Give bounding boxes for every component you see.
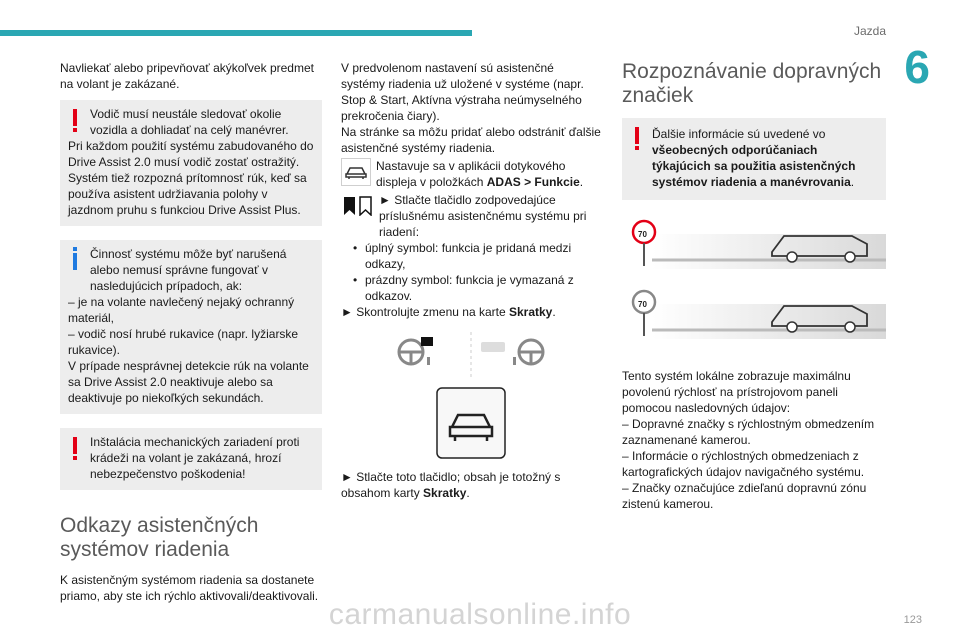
warning-text: Pri každom použití systému zabudovaného do Drive Assist 2.0 musí vodič zostať ostražitý. [68, 139, 314, 169]
warning-box-3 [622, 118, 886, 200]
watermark: carmanualsonline.info [328, 598, 632, 631]
info-icon [73, 253, 77, 270]
bullet-dot: • [353, 241, 358, 255]
punctuation: . [579, 175, 584, 189]
bookmark-row [341, 192, 601, 240]
list-item: – Dopravné značky s rýchlostným obmedzením zaznamenané kamerou. [622, 417, 875, 447]
list-item [341, 272, 601, 304]
punctuation: . [850, 175, 855, 189]
info-text: – je na volante navlečený nejaký ochranný materiál, [68, 295, 295, 325]
section-heading: Rozpoznávanie dopravných značiek [622, 60, 882, 107]
steering-wheel-icon-left [399, 337, 433, 365]
sign-illustration-1 [622, 214, 886, 274]
body-text: Na stránke sa môžu pridať alebo odstrániť ďalšie asistenčné systémy riadenia. [341, 125, 601, 155]
body-text: ► Stlačte toto tlačidlo; obsah je totožný s obsahom karty [341, 470, 561, 500]
list-item: – Značky označujúce zdieľanú dopravnú zónu zistenú kamerou. [622, 481, 867, 511]
warning-icon [635, 127, 639, 144]
column-3 [622, 60, 886, 512]
list-item: – Informácie o rýchlostných obmedzeniach z kartografických údajov navigačného systému. [622, 449, 865, 479]
chapter-number: 6 [904, 41, 930, 93]
column-1 [60, 60, 322, 604]
header-bar [0, 30, 472, 36]
body-text: Nastavuje sa v aplikácii dotykového displeja v položkách [376, 159, 566, 189]
tab-name: Skratky [508, 305, 553, 319]
column-2 [341, 60, 601, 501]
body-text: ► Skontrolujte zmenu na karte [341, 305, 509, 319]
punctuation: . [552, 305, 556, 319]
car-shortcut-button-icon [437, 388, 505, 458]
warning-text: Systém tiež rozpozná prítomnosť rúk, keď sa používa asistent udržiavania polohy v jazdnom pruhu s funkciou Drive Assist Plus. [68, 171, 307, 217]
body-text: Tento systém lokálne zobrazuje maximálnu povolenú rýchlosť na prístrojovom paneli pomocou nasledovných údajov: [622, 369, 851, 415]
car-shortcut-icon [341, 158, 371, 186]
info-text: Činnosť systému môže byť narušená alebo nemusí správne fungovať v nasledujúcich prípadoch, ak: [90, 247, 287, 293]
body-text: V predvolenom nastavení sú asistenčné systémy riadenia už uložené v systéme (napr. Stop & Start, Aktívna výstraha neúmyselného prekročenia čiary). [341, 61, 584, 123]
section-title: Jazda [853, 24, 886, 38]
warning-text: Ďalšie informácie sú uvedené vo [652, 127, 826, 141]
page-number: 123 [903, 614, 922, 626]
bookmark-icons [341, 192, 374, 220]
warning-text-bold: všeobecných odporúčaniach týkajúcich sa použitia asistenčných systémov riadenia a manévrovania [652, 143, 856, 189]
steering-wheel-icon-right [481, 340, 543, 365]
sign-value: 70 [638, 300, 647, 309]
warning-box-1 [60, 100, 322, 226]
info-text: – vodič nosí hrubé rukavice (napr. lyžiarske rukavice). [68, 327, 299, 357]
warning-text: Vodič musí neustále sledovať okolie vozidla a dohliadať na celý manévrer. [90, 107, 289, 137]
shortcut-illustration [341, 330, 601, 465]
list-item-text: prázdny symbol: funkcia je vymazaná z odkazov. [365, 273, 574, 303]
info-text: V prípade nesprávnej detekcie rúk na volante sa Drive Assist 2.0 neaktivuje alebo sa deaktivuje po niekoľkých sekundách. [68, 359, 309, 405]
list-item-text: úplný symbol: funkcia je pridaná medzi odkazy, [365, 241, 572, 271]
body-text: K asistenčným systémom riadenia sa dostanete priamo, aby ste ich rýchlo aktivovali/deaktivovali. [60, 573, 319, 603]
list-item [341, 240, 601, 272]
section-heading: Odkazy asistenčných systémov riadenia [60, 514, 259, 561]
sign-value: 70 [638, 230, 647, 239]
warning-icon [73, 109, 77, 126]
warning-text: Inštalácia mechanických zariadení proti krádeži na volant je zakázaná, hrozí nebezpečenstvo poškodenia! [90, 435, 300, 481]
bullet-dot: • [353, 273, 358, 287]
intro-text: Navliekať alebo pripevňovať akýkoľvek predmet na volant je zakázané. [60, 61, 314, 91]
sign-illustration-2 [622, 284, 886, 344]
info-box [60, 240, 322, 414]
warning-box-2 [60, 428, 322, 490]
punctuation: . [466, 486, 470, 500]
body-text: ► Stlačte tlačidlo zodpovedajúce príslušnému asistenčnému systému pri riadení: [379, 193, 587, 239]
adas-setting-row [341, 158, 601, 190]
warning-icon [73, 437, 77, 454]
tab-name: Skratky [423, 486, 467, 500]
menu-path: ADAS > Funkcie [486, 175, 580, 189]
